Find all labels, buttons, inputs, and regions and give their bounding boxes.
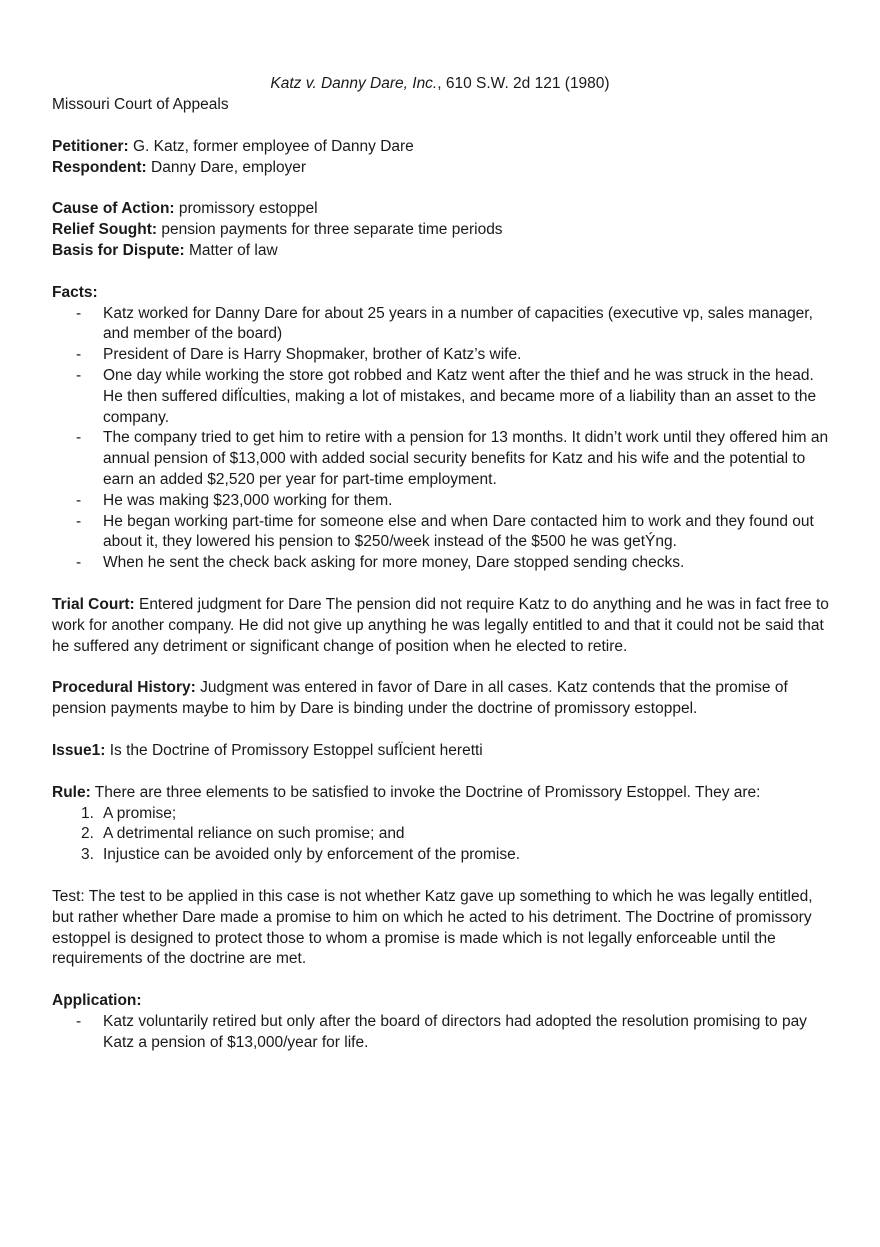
- dash-marker: -: [76, 554, 82, 572]
- basis-line: [52, 241, 832, 262]
- application-heading: Application:: [52, 992, 142, 1010]
- list-number: 2.: [81, 825, 94, 843]
- dash-marker: -: [76, 491, 82, 509]
- petitioner-label: Petitioner:: [52, 137, 129, 155]
- case-citation: , 610 S.W. 2d 121 (1980): [437, 75, 610, 92]
- test-paragraph: Test: The test to be applied in this case is not whether Katz gave up something to which he was legally entitled, but rather whether Dare made a promise to him on which he acted to his detriment. The Doctrine of promissory estoppel is designed to protect those to whom a promise is made which is not legally enforceable until the requirements of the doctrine are met.: [52, 887, 813, 968]
- court-name: Missouri Court of Appeals: [52, 96, 229, 113]
- list-number: 1.: [81, 804, 94, 822]
- list-item: 2. A detrimental reliance on such promise; and: [52, 824, 832, 845]
- rule-elements-list: [52, 804, 832, 866]
- basis-label: Basis for Dispute:: [52, 241, 185, 259]
- rule-label: Rule:: [52, 783, 91, 801]
- dash-marker: -: [76, 304, 82, 322]
- dash-marker: -: [76, 512, 82, 530]
- dash-marker: -: [76, 346, 82, 364]
- list-item: - President of Dare is Harry Shopmaker, brother of Katz’s wife.: [52, 345, 832, 366]
- rule-paragraph: Rule: There are three elements to be satisfied to invoke the Doctrine of Promissory Estoppel. They are:: [52, 783, 761, 801]
- dash-marker: -: [76, 366, 82, 384]
- respondent-value: Danny Dare, employer: [146, 158, 307, 176]
- list-item: - Katz voluntarily retired but only after the board of directors had adopted the resolution promising to pay Katz a pension of $13,000/year for life.: [76, 1012, 807, 1051]
- petitioner-line: [52, 137, 832, 158]
- dash-marker: -: [76, 429, 82, 447]
- trial-court-label: Trial Court:: [52, 595, 135, 613]
- list-item: - When he sent the check back asking for more money, Dare stopped sending checks.: [52, 553, 832, 574]
- document-body: [52, 95, 832, 1053]
- relief-value: pension payments for three separate time periods: [157, 221, 503, 239]
- trial-court-paragraph: Trial Court: Entered judgment for Dare The pension did not require Katz to do anything and he was in fact free to work for another company. He did not give up anything he was legally entitled to and that it could not be said that he suffered any detriment or significant change of position when he elected to retire.: [52, 595, 829, 655]
- list-item: 1. A promise;: [52, 804, 832, 825]
- issue-paragraph: Issue1: Is the Doctrine of Promissory Estoppel sufÏcient heretti: [52, 741, 483, 759]
- list-item: - Katz worked for Danny Dare for about 25 years in a number of capacities (executive vp, sales manager, and member of the board): [76, 304, 813, 343]
- relief-line: [52, 220, 832, 241]
- facts-list: [52, 304, 832, 574]
- case-title: [0, 73, 880, 94]
- cause-value: promissory estoppel: [174, 200, 318, 218]
- list-item: - He was making $23,000 working for them.: [52, 491, 832, 512]
- issue-label: Issue1:: [52, 741, 106, 759]
- procedural-history-paragraph: Procedural History: Judgment was entered in favor of Dare in all cases. Katz contends that the promise of pension payments maybe to him by Dare is binding under the doctrine of promissory estoppel.: [52, 679, 788, 718]
- relief-label: Relief Sought:: [52, 221, 158, 239]
- list-item: - He began working part-time for someone else and when Dare contacted him to work and they found out about it, they lowered his pension to $250/week instead of the $500 he was getÝng.: [76, 512, 814, 551]
- respondent-line: [52, 158, 832, 179]
- dash-marker: -: [76, 1012, 82, 1030]
- facts-heading: Facts:: [52, 283, 98, 301]
- list-item: 3. Injustice can be avoided only by enforcement of the promise.: [52, 845, 832, 866]
- cause-line: [52, 199, 832, 220]
- case-name: Katz v. Danny Dare, Inc.: [270, 75, 438, 92]
- list-item: - One day while working the store got robbed and Katz went after the thief and he was struck in the head. He then suffered difÏculties, making a lot of mistakes, and became more of a liability than an asset to the company.: [76, 366, 817, 426]
- list-item: - The company tried to get him to retire with a pension for 13 months. It didn’t work until they offered him an annual pension of $13,000 with added social security benefits for Katz and his wife and the potential to earn an added $2,520 per year for part-time employment.: [76, 429, 829, 488]
- procedural-history-label: Procedural History:: [52, 679, 196, 697]
- respondent-label: Respondent:: [52, 158, 147, 176]
- basis-value: Matter of law: [184, 241, 278, 259]
- list-number: 3.: [81, 846, 94, 864]
- cause-label: Cause of Action:: [52, 200, 175, 218]
- application-list: [52, 1012, 832, 1054]
- petitioner-value: G. Katz, former employee of Danny Dare: [128, 137, 414, 155]
